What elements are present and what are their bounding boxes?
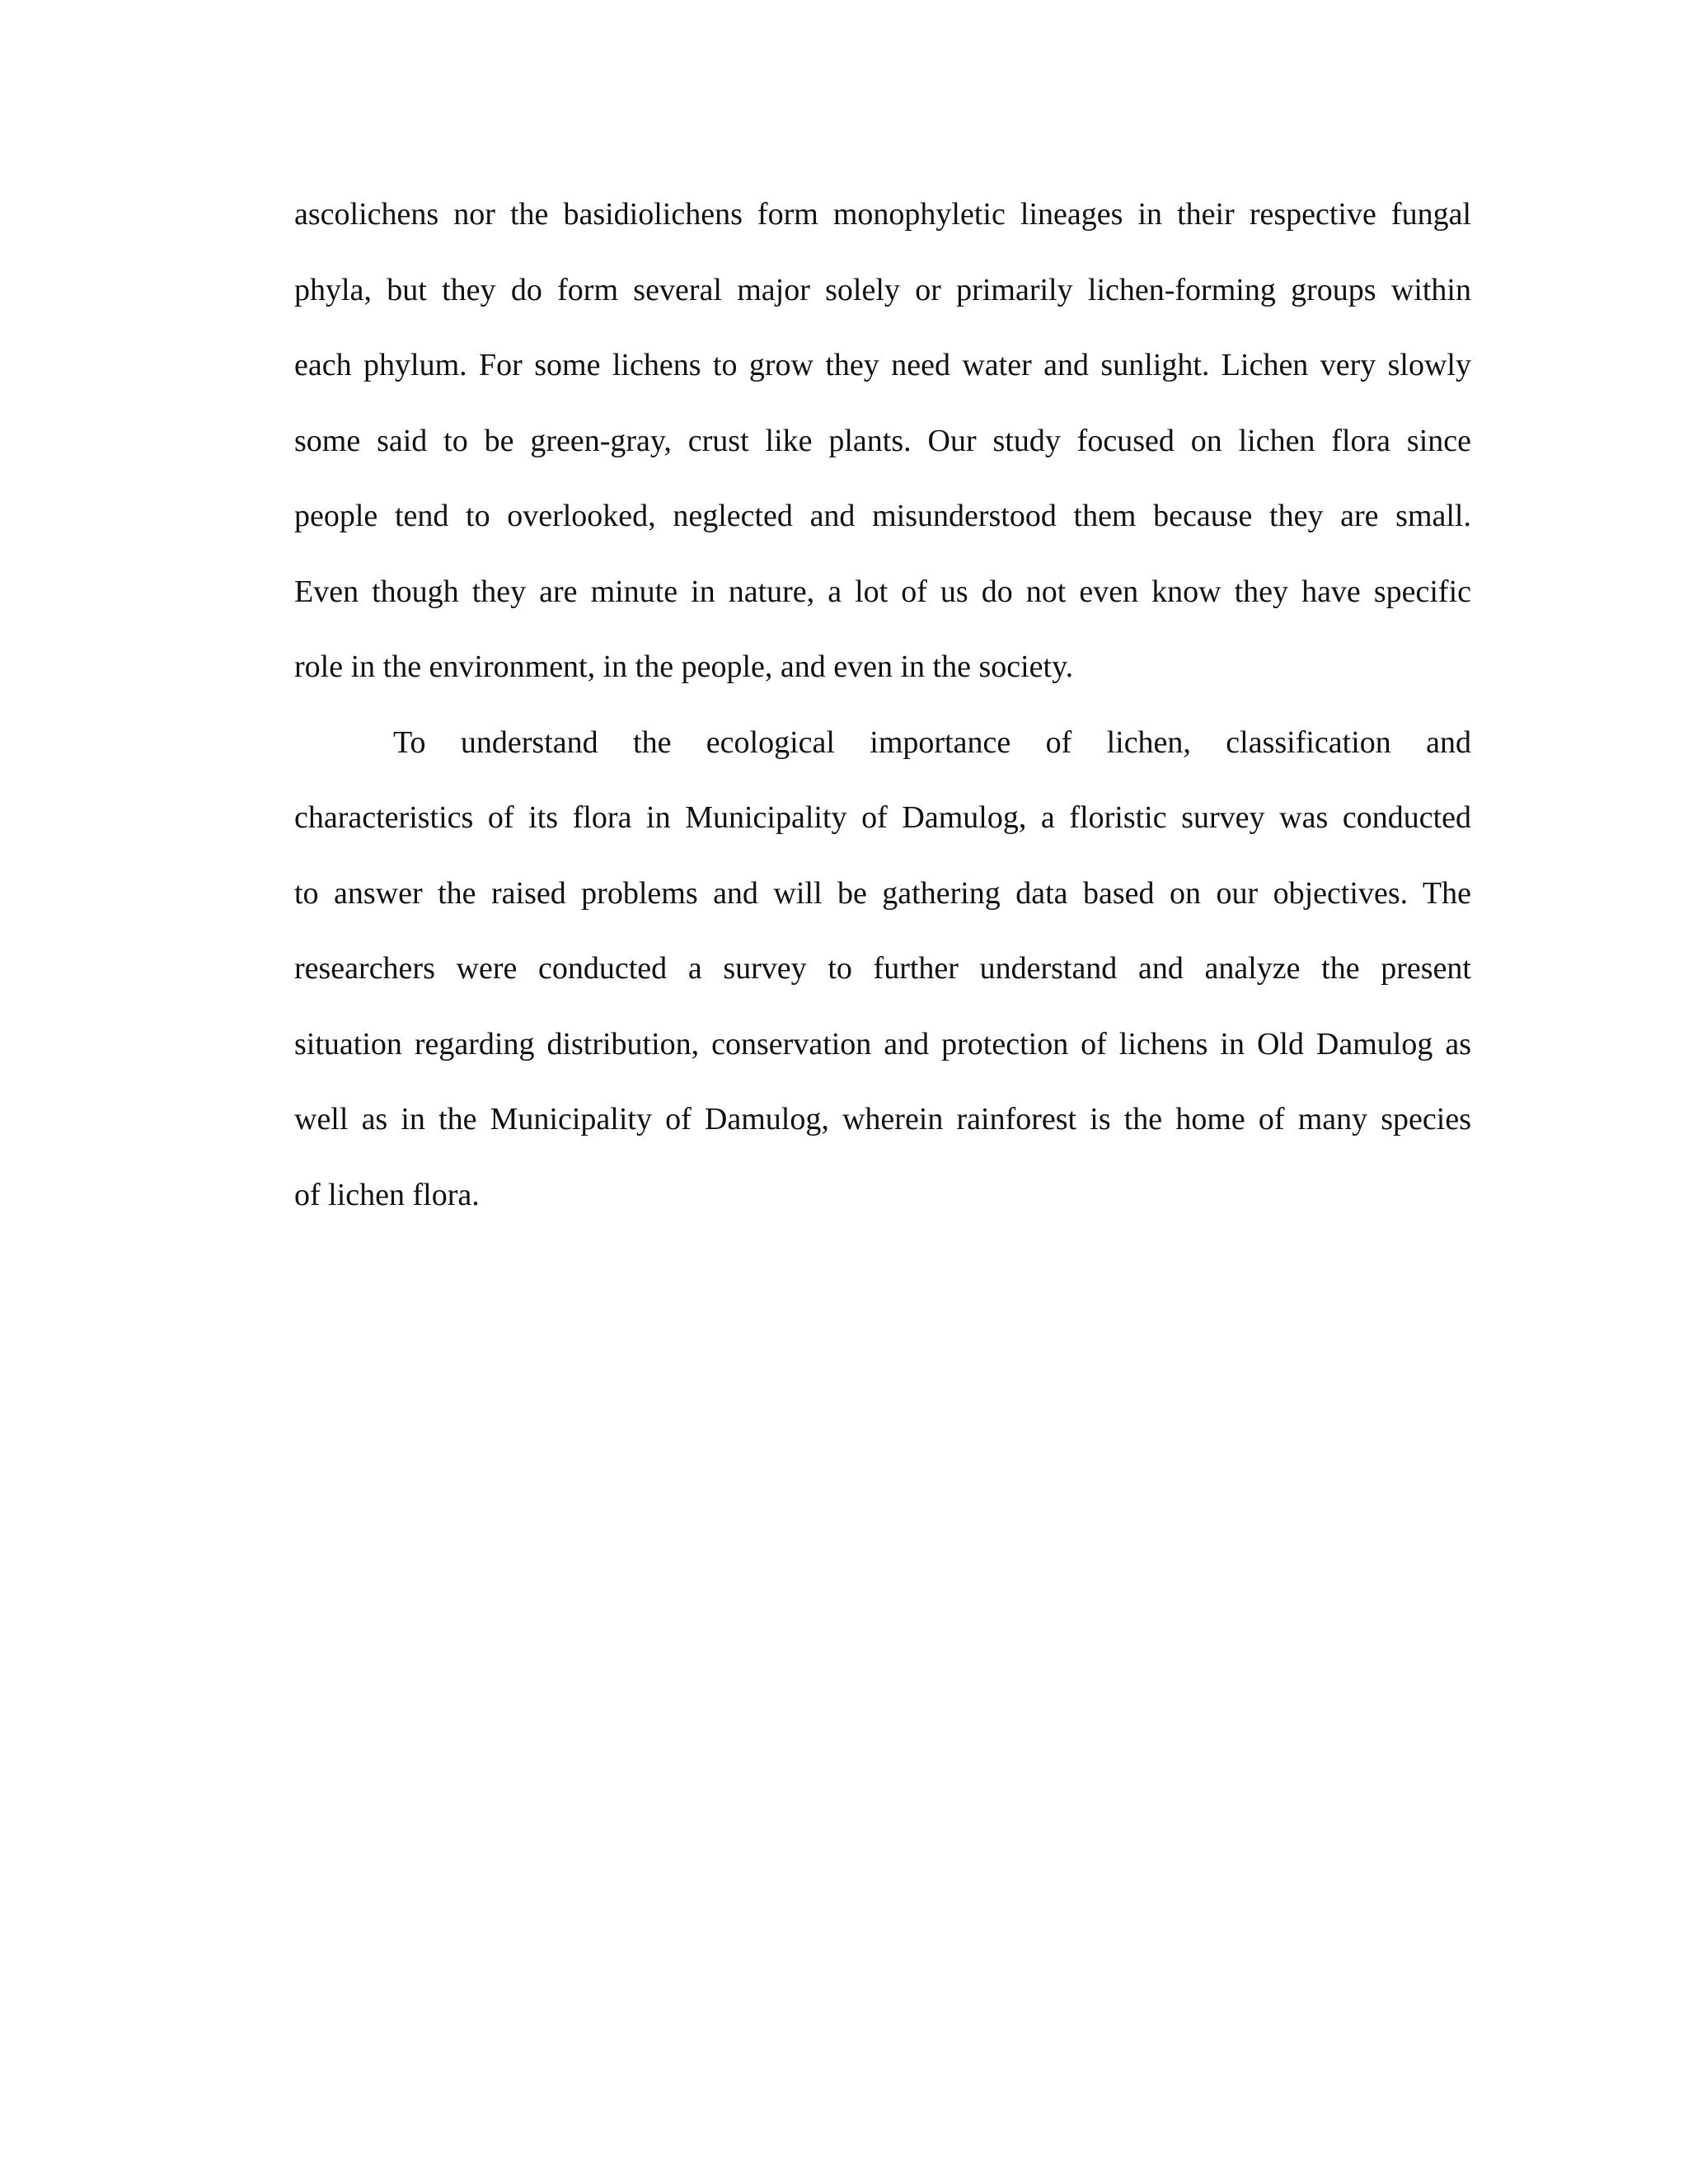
- text-line: phyla, but they do form several major solely or primarily lichen-forming groups within: [294, 272, 1471, 307]
- text-line: well as in the Municipality of Damulog, wherein rainforest is the home of many species: [294, 1102, 1471, 1137]
- text-line: each phylum. For some lichens to grow they need water and sunlight. Lichen very slowly: [294, 348, 1471, 382]
- text-line: of lichen flora.: [294, 1177, 480, 1212]
- paragraph-2: [294, 705, 1471, 1234]
- text-line: situation regarding distribution, conservation and protection of lichens in Old Damulog as: [294, 1026, 1471, 1062]
- text-line: characteristics of its flora in Municipality of Damulog, a floristic survey was conducted: [294, 800, 1471, 835]
- text-line: Even though they are minute in nature, a lot of us do not even know they have specific: [294, 574, 1471, 609]
- text-line: researchers were conducted a survey to further understand and analyze the present: [294, 951, 1471, 986]
- text-line: role in the environment, in the people, and even in the society.: [294, 649, 1074, 684]
- paragraph-1: [294, 177, 1471, 705]
- text-line: ascolichens nor the basidiolichens form monophyletic lineages in their respective fungal: [294, 197, 1471, 232]
- text-line: To understand the ecological importance of lichen, classification and: [393, 724, 1471, 760]
- text-line: to answer the raised problems and will be gathering data based on our objectives. The: [294, 875, 1471, 911]
- body-text: [294, 177, 1471, 1233]
- text-line: some said to be green-gray, crust like plants. Our study focused on lichen flora since: [294, 423, 1471, 458]
- text-line: people tend to overlooked, neglected and misunderstood them because they are small.: [294, 499, 1471, 533]
